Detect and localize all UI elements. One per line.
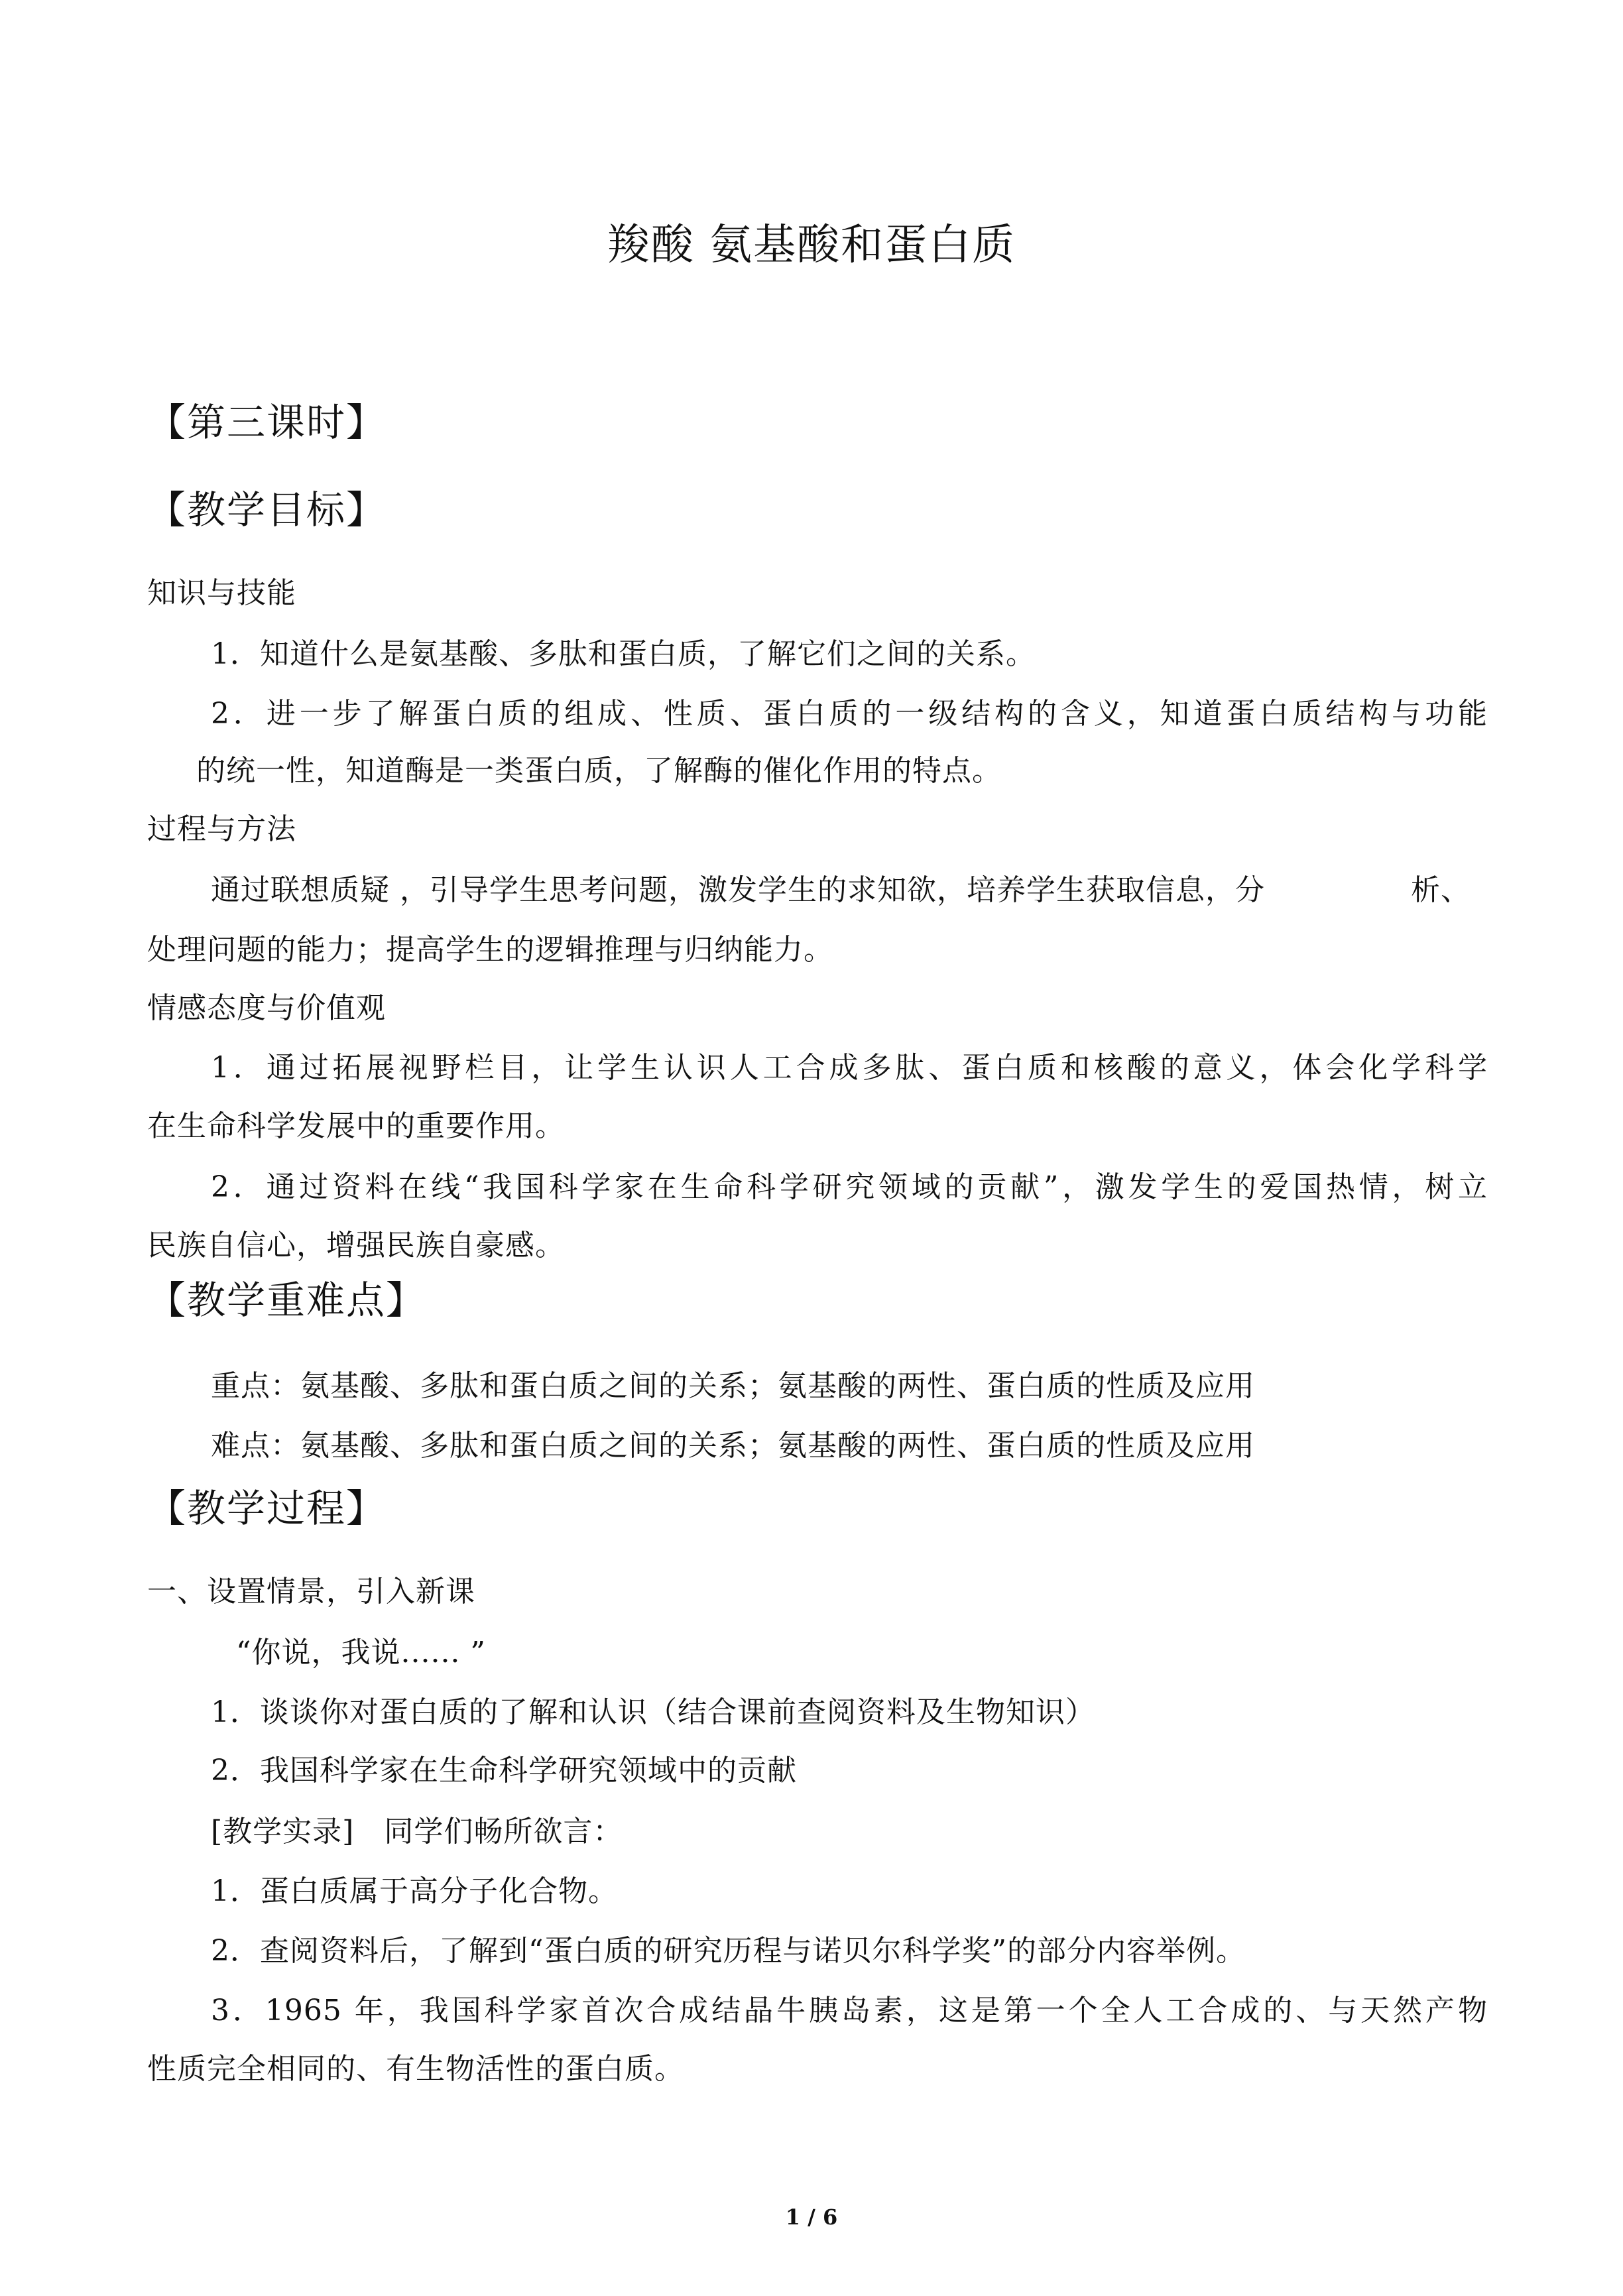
record-answer-3-line-2: 性质完全相同的、有生物活性的蛋白质。 [147,2052,684,2086]
process-part-1: 一、设置情景，引入新课 [147,1575,475,1608]
objectives-heading: 【教学目标】 [147,487,387,532]
record-answer-3-line-1: 3．1965 年，我国科学家首次合成结晶牛胰岛素，这是第一个全人工合成的、与天然产物 [211,1994,1488,2027]
emotion-item-2-line-2: 民族自信心，增强民族自豪感。 [147,1229,565,1262]
emotion-item-2-line-1: 2．通过资料在线“我国科学家在生命科学研究领域的贡献”，激发学生的爱国热情，树立 [211,1170,1488,1204]
teaching-process-heading: 【教学过程】 [147,1486,387,1531]
emotion-item-1-line-1: 1．通过拓展视野栏目，让学生认识人工合成多肽、蛋白质和核酸的意义，体会化学科学 [211,1051,1488,1085]
emotion-item-1-line-2: 在生命科学发展中的重要作用。 [147,1109,565,1143]
process-method-line-1-tail: 析、 [1411,873,1471,907]
knowledge-skills-label: 知识与技能 [147,576,296,610]
record-answer-1: 1．蛋白质属于高分子化合物。 [211,1874,618,1908]
process-quote: “你说，我说...... ” [236,1636,486,1669]
knowledge-item-2-line-1: 2．进一步了解蛋白质的组成、性质、蛋白质的一级结构的含义，知道蛋白质结构与功能 [211,697,1488,731]
process-question-1: 1．谈谈你对蛋白质的了解和认识（结合课前查阅资料及生物知识） [211,1695,1095,1729]
knowledge-item-1: 1．知道什么是氨基酸、多肽和蛋白质，了解它们之间的关系。 [211,637,1036,671]
emotion-values-label: 情感态度与价值观 [147,991,386,1025]
key-point: 重点：氨基酸、多肽和蛋白质之间的关系；氨基酸的两性、蛋白质的性质及应用 [211,1369,1255,1403]
lesson-heading: 【第三课时】 [147,400,387,445]
record-answer-2: 2．查阅资料后，了解到“蛋白质的研究历程与诺贝尔科学奖”的部分内容举例。 [211,1934,1246,1968]
knowledge-item-2-line-2: 的统一性，知道酶是一类蛋白质，了解酶的催化作用的特点。 [196,754,1002,788]
process-question-2: 2．我国科学家在生命科学研究领域中的贡献 [211,1754,797,1787]
page-title: 羧酸 氨基酸和蛋白质 [607,221,1016,270]
process-method-label: 过程与方法 [147,812,296,846]
process-method-line-1: 通过联想质疑 ，引导学生思考问题，激发学生的求知欲，培养学生获取信息，分 [211,873,1265,907]
process-method-line-2: 处理问题的能力；提高学生的逻辑推理与归纳能力。 [147,933,833,967]
page-number: 1 / 6 [785,2205,838,2230]
key-points-heading: 【教学重难点】 [147,1278,426,1323]
difficult-point: 难点：氨基酸、多肽和蛋白质之间的关系；氨基酸的两性、蛋白质的性质及应用 [211,1429,1255,1463]
teaching-record: [教学实录] 同学们畅所欲言： [211,1815,623,1848]
